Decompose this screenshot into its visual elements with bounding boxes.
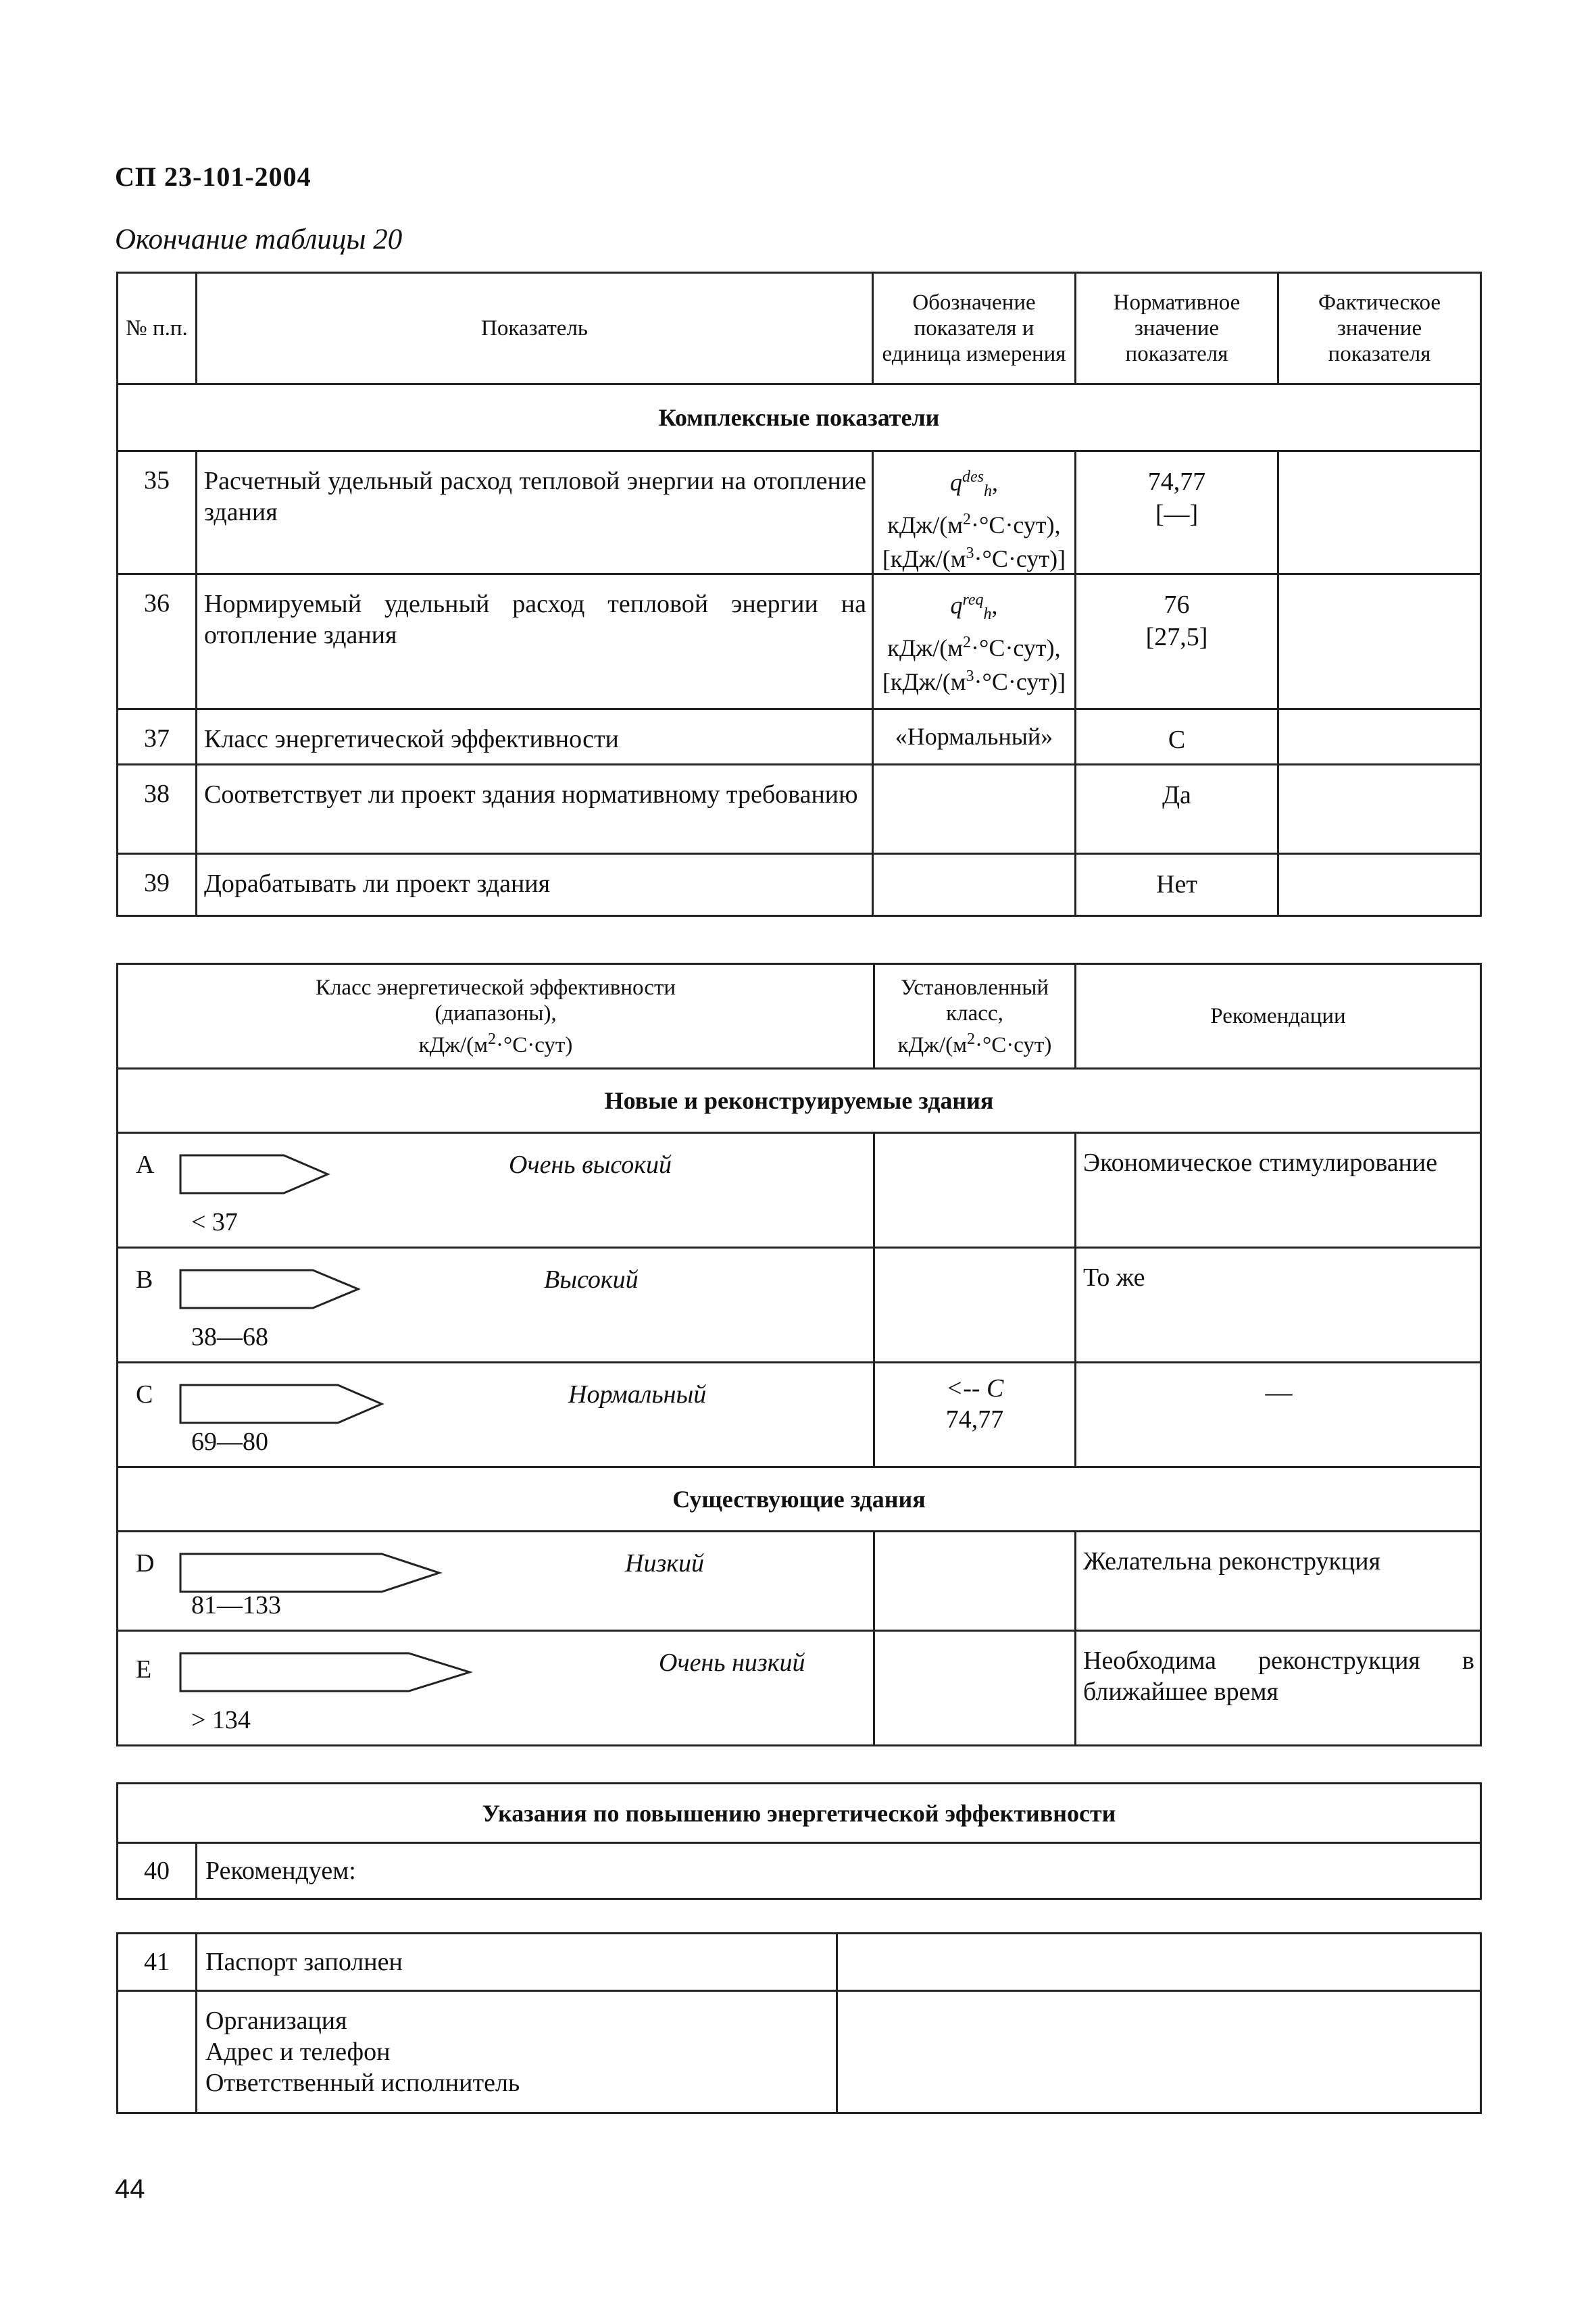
row-actual	[1278, 765, 1481, 854]
row-actual	[1278, 574, 1481, 709]
class-name: Очень высокий	[509, 1151, 672, 1179]
class-arrow-icon	[179, 1154, 341, 1194]
row-designation: «Нормальный»	[873, 709, 1076, 765]
class-range: 38—68	[191, 1323, 268, 1351]
row-designation: $q^{des}_h$, кДж/$(м^2\cdot^\circ С\cdot сут)$, $[кДж/(м^3\cdot^\circ С\cdot сут)]$	[873, 451, 1076, 574]
class-cell	[118, 1363, 874, 1467]
class-letter: E	[136, 1655, 152, 1684]
table-row	[118, 451, 1481, 574]
row-actual	[1278, 451, 1481, 574]
class-cell	[118, 1631, 874, 1746]
class-row-e	[118, 1631, 1481, 1746]
table-row	[118, 854, 1481, 916]
row-text: Класс энергетической эффективности	[197, 709, 873, 765]
established-class-cell	[874, 1248, 1076, 1363]
established-class-cell	[874, 1532, 1076, 1631]
class-cell	[118, 1133, 874, 1248]
class-name: Низкий	[625, 1549, 705, 1578]
row-normative: Нет	[1076, 854, 1278, 916]
row-num: 39	[118, 854, 197, 916]
row-normative: 76 [27,5]	[1076, 574, 1278, 709]
row-text: Соответствует ли проект здания нормативному требованию	[197, 765, 873, 854]
row-designation	[873, 854, 1076, 916]
table-row	[118, 574, 1481, 709]
row-normative: 74,77 [—]	[1076, 451, 1278, 574]
class-range: 69—80	[191, 1428, 268, 1456]
header-normative: Нормативное значение показателя	[1076, 273, 1278, 384]
row-actual	[1278, 709, 1481, 765]
class-name: Высокий	[544, 1265, 639, 1294]
row-num: 40	[118, 1843, 197, 1899]
class-arrow-icon	[179, 1553, 449, 1593]
established-class-cell: <-- С 74,77	[874, 1363, 1076, 1467]
class-letter: B	[136, 1265, 153, 1294]
recommendation-cell: То же	[1076, 1248, 1481, 1363]
section-existing-buildings: Существующие здания	[118, 1467, 1481, 1532]
class-letter: A	[136, 1151, 155, 1179]
class-row-d	[118, 1532, 1481, 1631]
recommendation-cell: Желательна реконструкция	[1076, 1532, 1481, 1631]
row-text: Расчетный удельный расход тепловой энергии на отопление здания	[197, 451, 873, 574]
class-letter: C	[136, 1380, 153, 1409]
table-row	[118, 765, 1481, 854]
table-caption: Окончание таблицы 20	[115, 224, 403, 255]
table-row	[118, 1991, 1481, 2113]
class-row-a	[118, 1133, 1481, 1248]
efficiency-instructions-table	[116, 1782, 1482, 1900]
class-row-c	[118, 1363, 1481, 1467]
established-class-cell	[874, 1631, 1076, 1746]
header-class-range: Класс энергетической эффективности (диапазоны), кДж/$(м^2\cdot^\circ С\cdot сут)$	[118, 964, 874, 1069]
table-header-row	[118, 964, 1481, 1069]
class-name: Нормальный	[568, 1380, 707, 1409]
class-arrow-icon	[179, 1652, 476, 1692]
class-row-b	[118, 1248, 1481, 1363]
class-name: Очень низкий	[659, 1649, 805, 1677]
row-num-empty	[118, 1991, 197, 2113]
row-normative: С	[1076, 709, 1278, 765]
class-range: > 134	[191, 1706, 251, 1734]
recommendation-cell: Экономическое стимулирование	[1076, 1133, 1481, 1248]
row-designation: $q^{req}_h$, кДж/$(м^2\cdot^\circ С\cdot сут)$, $[кДж/(м^3\cdot^\circ С\cdot сут)]$	[873, 574, 1076, 709]
passport-table	[116, 1932, 1482, 2114]
row-num: 35	[118, 451, 197, 574]
row-normative: Да	[1076, 765, 1278, 854]
class-letter: D	[136, 1549, 155, 1578]
row-text: Дорабатывать ли проект здания	[197, 854, 873, 916]
row-value	[837, 1934, 1481, 1991]
class-cell	[118, 1248, 874, 1363]
section-complex-indicators: Комплексные показатели	[118, 384, 1481, 451]
section-instructions: Указания по повышению энергетической эффективности	[118, 1784, 1481, 1843]
row-actual	[1278, 854, 1481, 916]
row-num: 41	[118, 1934, 197, 1991]
row-num: 38	[118, 765, 197, 854]
table-header-row	[118, 273, 1481, 384]
row-num: 37	[118, 709, 197, 765]
indicators-table	[116, 272, 1482, 917]
header-recommendations: Рекомендации	[1076, 964, 1481, 1069]
class-range: 81—133	[191, 1591, 281, 1619]
class-cell	[118, 1532, 874, 1631]
class-arrow-icon	[179, 1384, 395, 1424]
recommendation-cell: Необходима реконструкция в ближайшее время	[1076, 1631, 1481, 1746]
table-row	[118, 1934, 1481, 1991]
header-actual: Фактическое значение показателя	[1278, 273, 1481, 384]
row-designation	[873, 765, 1076, 854]
row-text: Нормируемый удельный расход тепловой энергии на отопление здания	[197, 574, 873, 709]
table-row	[118, 1843, 1481, 1899]
class-arrow-icon	[179, 1269, 382, 1309]
organization-value	[837, 1991, 1481, 2113]
table-row	[118, 709, 1481, 765]
established-class-cell	[874, 1133, 1076, 1248]
header-num: № п.п.	[118, 273, 197, 384]
recommendation-cell: —	[1076, 1363, 1481, 1467]
row-text: Паспорт заполнен	[197, 1934, 837, 1991]
header-established-class: Установленный класс, кДж/$(м^2\cdot^\circ С\cdot сут)$	[874, 964, 1076, 1069]
row-num: 36	[118, 574, 197, 709]
class-range: < 37	[191, 1208, 238, 1236]
row-text: Рекомендуем:	[197, 1843, 1481, 1899]
header-designation: Обозначение показателя и единица измерения	[873, 273, 1076, 384]
header-indicator: Показатель	[197, 273, 873, 384]
section-new-buildings: Новые и реконструируемые здания	[118, 1069, 1481, 1133]
energy-class-table	[116, 963, 1482, 1746]
page-number: 44	[115, 2174, 145, 2204]
document-code: СП 23-101-2004	[115, 161, 311, 192]
organization-info: Организация Адрес и телефон Ответственный исполнитель	[197, 1991, 837, 2113]
